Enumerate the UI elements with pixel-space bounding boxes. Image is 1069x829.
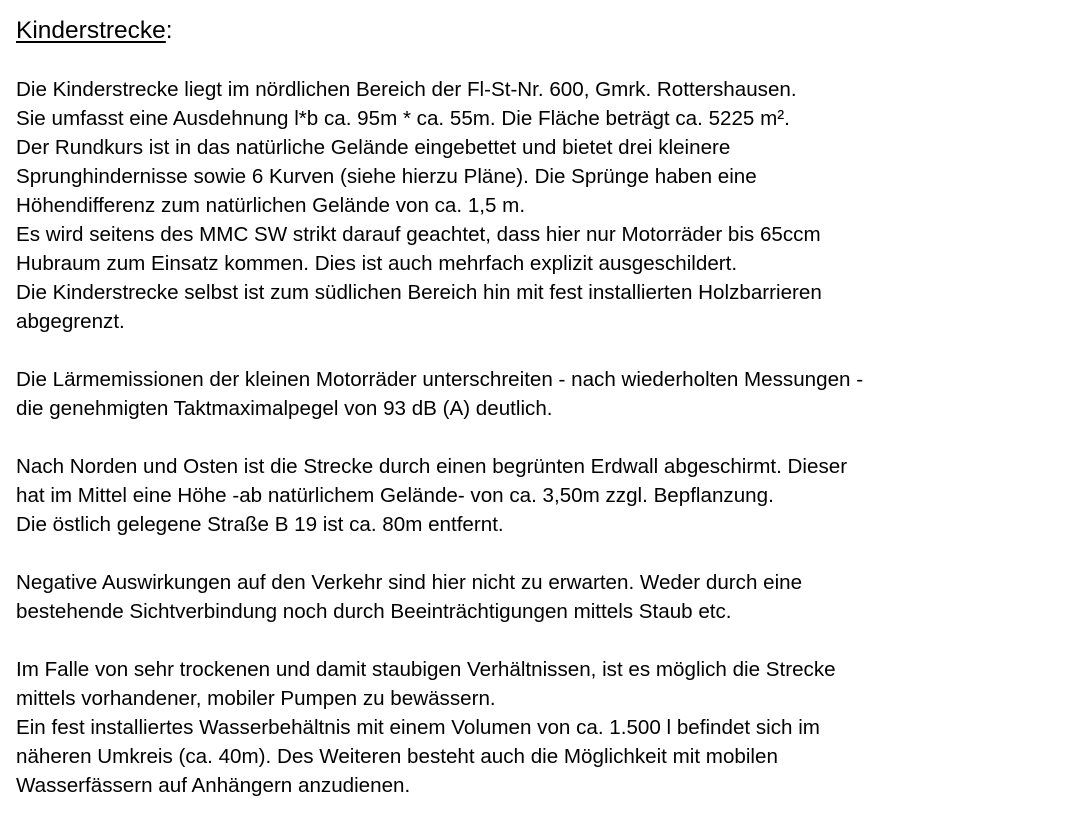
text-line: Der Rundkurs ist in das natürliche Gelände eingebettet und bietet drei kleinere <box>16 136 731 159</box>
text-line: Hubraum zum Einsatz kommen. Dies ist auch mehrfach explizit ausgeschildert. <box>16 252 738 275</box>
paragraph-earth-wall <box>16 452 1056 539</box>
text-line: Negative Auswirkungen auf den Verkehr sind hier nicht zu erwarten. Weder durch eine <box>16 571 803 594</box>
text-line: die genehmigten Taktmaximalpegel von 93 dB (A) deutlich. <box>16 397 553 420</box>
text-line: Die Lärmemissionen der kleinen Motorräder unterschreiten - nach wiederholten Messungen - <box>16 368 864 391</box>
text-line: bestehende Sichtverbindung noch durch Beeinträchtigungen mittels Staub etc. <box>16 600 732 623</box>
paragraph-dust-watering <box>16 655 1056 800</box>
text-line: Höhendifferenz zum natürlichen Gelände von ca. 1,5 m. <box>16 194 526 217</box>
paragraph-noise-emissions <box>16 365 1056 423</box>
document-title-colon: : <box>165 17 173 44</box>
document-title <box>16 14 1056 48</box>
document-page <box>16 14 1056 829</box>
paragraph-traffic-impact <box>16 568 1056 626</box>
text-line: näheren Umkreis (ca. 40m). Des Weiteren besteht auch die Möglichkeit mit mobilen <box>16 745 778 768</box>
text-line: abgegrenzt. <box>16 310 125 333</box>
text-line: Die Kinderstrecke selbst ist zum südlichen Bereich hin mit fest installierten Holzbarrieren <box>16 281 822 304</box>
text-line: Sprunghindernisse sowie 6 Kurven (siehe hierzu Pläne). Die Sprünge haben eine <box>16 165 757 188</box>
text-line: Ein fest installiertes Wasserbehältnis mit einem Volumen von ca. 1.500 l befindet sich im <box>16 716 820 739</box>
paragraph-kinderstrecke-description <box>16 75 1056 336</box>
text-line: Wasserfässern auf Anhängern anzudienen. <box>16 774 411 797</box>
text-line: mittels vorhandener, mobiler Pumpen zu bewässern. <box>16 687 496 710</box>
document-title-text: Kinderstrecke <box>16 17 166 44</box>
text-line: Sie umfasst eine Ausdehnung l*b ca. 95m * ca. 55m. Die Fläche beträgt ca. 5225 m². <box>16 107 790 130</box>
text-line: Nach Norden und Osten ist die Strecke durch einen begrünten Erdwall abgeschirmt. Dieser <box>16 455 848 478</box>
text-line: hat im Mittel eine Höhe -ab natürlichem Gelände- von ca. 3,50m zzgl. Bepflanzung. <box>16 484 774 507</box>
text-line: Es wird seitens des MMC SW strikt darauf geachtet, dass hier nur Motorräder bis 65ccm <box>16 223 821 246</box>
text-line: Die Kinderstrecke liegt im nördlichen Bereich der Fl-St-Nr. 600, Gmrk. Rottershausen. <box>16 78 797 101</box>
text-line: Die östlich gelegene Straße B 19 ist ca. 80m entfernt. <box>16 513 504 536</box>
text-line: Im Falle von sehr trockenen und damit staubigen Verhältnissen, ist es möglich die Strecke <box>16 658 836 681</box>
